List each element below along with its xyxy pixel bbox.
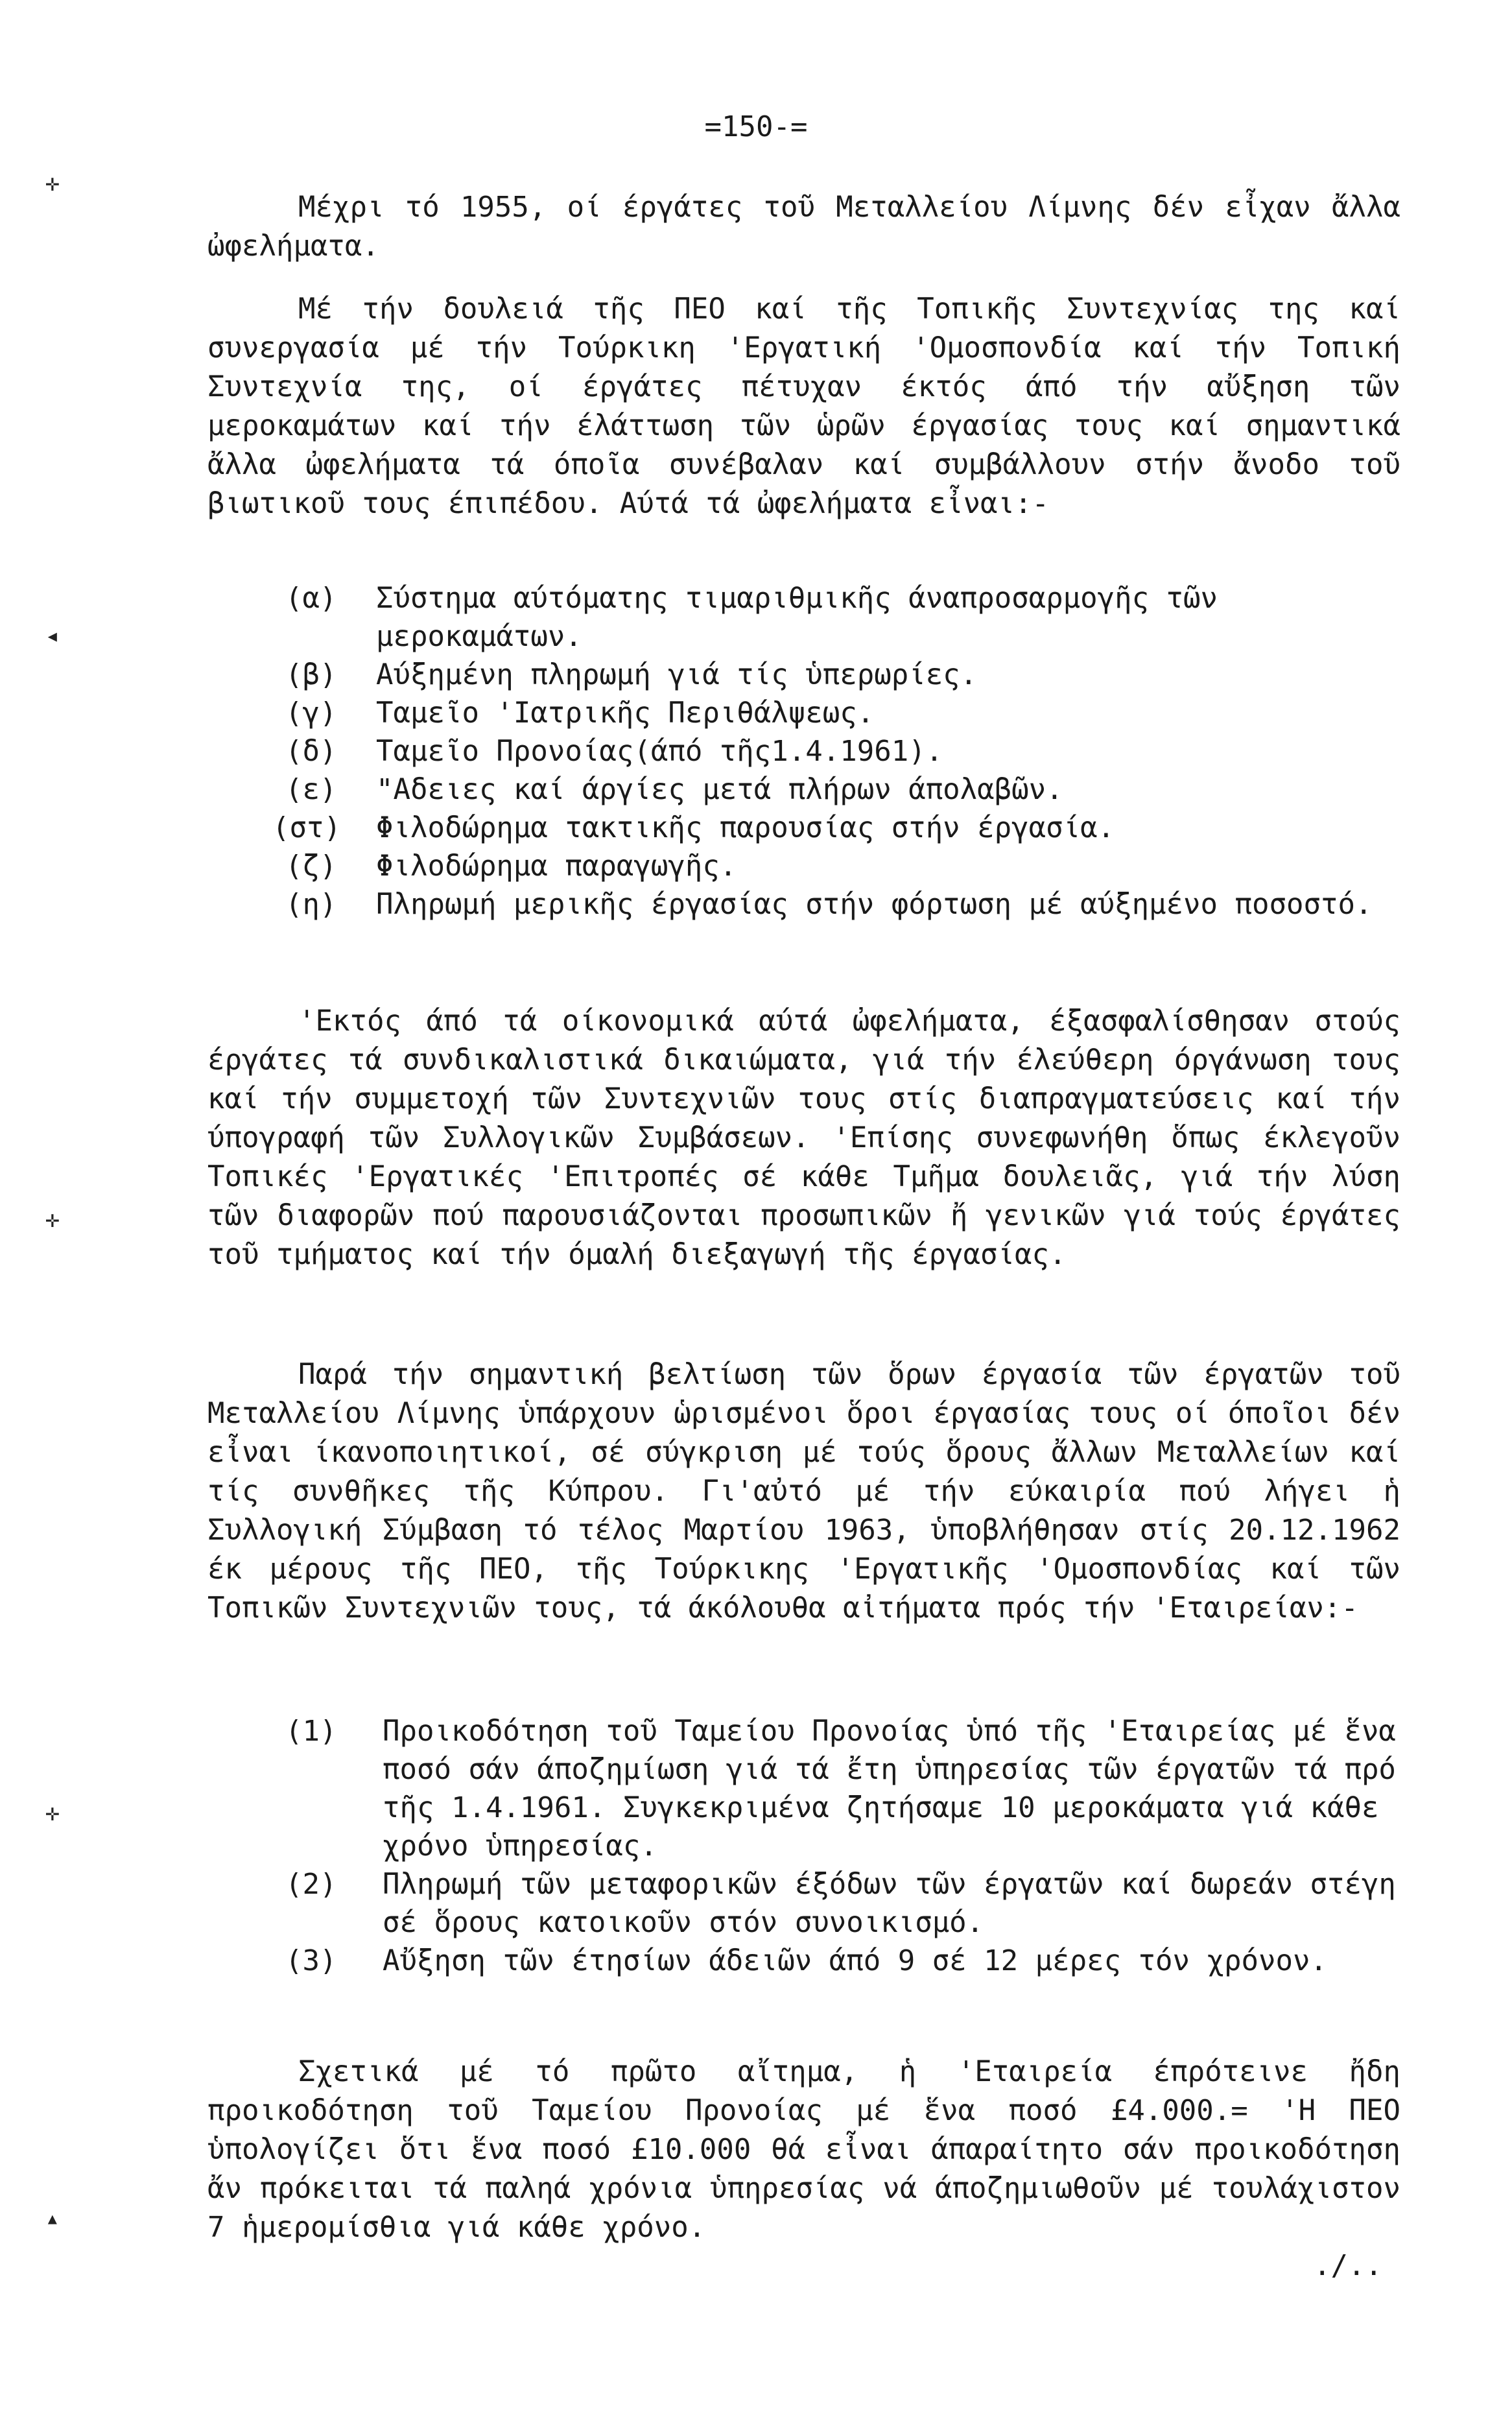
registration-mark: ✛	[45, 1206, 60, 1233]
benefits-list	[272, 579, 1400, 923]
list-item: (δ) Ταμεῖο Προνοίας(άπό τῆς1.4.1961).	[285, 735, 943, 768]
registration-mark: ✛	[45, 170, 60, 197]
list-item: (1) Προικοδότηση τοῦ Ταμείου Προνοίας ὑπό τῆς 'Εταιρείας μέ ἕνα ποσό σάν άποζημίωση γιά τά ἔτη ὑπηρεσίας τῶν έργατῶν τά πρό τῆς 1.4.1961. Συγκεκριμένα ζητήσαμε 10 μεροκάματα γιά κάθε χρόνο ὑπηρεσίας.	[285, 1715, 1396, 1863]
registration-mark: ▴	[45, 2205, 60, 2232]
list-item: (β) Αύξημένη πληρωμή γιά τίς ὑπερωρίες.	[285, 658, 978, 691]
paragraph-intro: Μέχρι τό 1955, οί έργάτες τοῦ Μεταλλείου Λίμνης δέν εἶχαν ἄλλα ὠφελήματα.	[207, 191, 1400, 263]
list-item: (2) Πληρωμή τῶν μεταφορικῶν έξόδων τῶν έργατῶν καί δωρεάν στέγη σέ ὅρους κατοικοῦν στόν συνοικισμό.	[285, 1868, 1396, 1939]
continuation-mark: ./..	[1314, 2249, 1382, 2282]
list-item: (ζ) Φιλοδώρημα παραγωγῆς.	[285, 850, 737, 883]
registration-mark: ◂	[45, 623, 60, 649]
list-item: (α) Σύστημα αύτόματης τιμαριθμικῆς άναπροσαρμογῆς τῶν μεροκαμάτων.	[285, 582, 1218, 653]
list-item: (ε) "Αδειες καί άργίες μετά πλήρων άπολαβῶν.	[285, 773, 1063, 806]
list-item: (γ) Ταμεῖο 'Ιατρικῆς Περιθάλψεως.	[285, 697, 875, 730]
paragraph-demands-intro: Παρά τήν σημαντική βελτίωση τῶν ὅρων έργασία τῶν έργατῶν τοῦ Μεταλλείου Λίμνης ὑπάρχουν ὡρισμένοι ὅροι έργασίας τους οί όποῖοι δέν εἶναι ίκανοποιητικοί, σέ σύγκριση μέ τούς ὅρους ἄλλων Μεταλλείων καί τίς συνθῆκες τῆς Κύπρου. Γι'αὐτό μέ τήν εύκαιρία πού λήγει ἡ Συλλογική Σύμβαση τό τέλος Μαρτίου 1963, ὑποβλήθησαν στίς 20.12.1962 έκ μέρους τῆς ΠΕΟ, τῆς Τούρκικης 'Εργατικῆς 'Ομοσπονδίας καί τῶν Τοπικῶν Συντεχνιῶν τους, τά άκόλουθα αἰτήματα πρός τήν 'Εταιρείαν:-	[207, 1358, 1400, 1625]
registration-mark: ✛	[45, 1800, 60, 1826]
page-number: =150-=	[704, 110, 808, 143]
list-item: (στ) Φιλοδώρημα τακτικῆς παρουσίας στήν έργασία.	[272, 811, 1115, 844]
demands-list	[285, 1712, 1400, 1980]
list-item: (η) Πληρωμή μερικῆς έργασίας στήν φόρτωση μέ αύξημένο ποσοστό.	[285, 888, 1373, 921]
list-item: (3) Αὔξηση τῶν έτησίων άδειῶν άπό 9 σέ 12 μέρες τόν χρόνον.	[285, 1944, 1327, 1977]
paragraph-union-rights: 'Εκτός άπό τά οίκονομικά αύτά ὠφελήματα, έξασφαλίσθησαν στούς έργάτες τά συνδικαλιστικά δικαιώματα, γιά τήν έλεύθερη όργάνωση τους καί τήν συμμετοχή τῶν Συντεχνιῶν τους στίς διαπραγματεύσεις καί τήν ύπογραφή τῶν Συλλογικῶν Συμβάσεων. 'Επίσης συνεφωνήθη ὅπως έκλεγοῦν Τοπικές 'Εργατικές 'Επιτροπές σέ κάθε Τμῆμα δουλειᾶς, γιά τήν λύση τῶν διαφορῶν πού παρουσιάζονται προσωπικῶν ἤ γενικῶν γιά τούς έργάτες τοῦ τμήματος καί τήν όμαλή διεξαγωγή τῆς έργασίας.	[207, 1005, 1400, 1271]
paragraph-provident-fund: Σχετικά μέ τό πρῶτο αἴτημα, ἡ 'Εταιρεία έπρότεινε ἤδη προικοδότηση τοῦ Ταμείου Προνοίας μέ ἕνα ποσό £4.000.= 'Η ΠΕΟ ὑπολογίζει ὅτι ἕνα ποσό £10.000 θά εἶναι άπαραίτητο σάν προικοδότηση ἄν πρόκειται τά παληά χρόνια ὑπηρεσίας νά άποζημιωθοῦν μέ τουλάχιστον 7 ἡμερομίσθια γιά κάθε χρόνο.	[207, 2055, 1400, 2244]
paragraph-benefits-intro: Μέ τήν δουλειά τῆς ΠΕΟ καί τῆς Τοπικῆς Συντεχνίας της καί συνεργασία μέ τήν Τούρκικη 'Εργατική 'Ομοσπονδία καί τήν Τοπική Συντεχνία της, οί έργάτες πέτυχαν έκτός άπό τήν αὔξηση τῶν μεροκαμάτων καί τήν έλάττωση τῶν ὡρῶν έργασίας τους καί σημαντικά ἄλλα ὠφελήματα τά όποῖα συνέβαλαν καί συμβάλλουν στήν ἄνοδο τοῦ βιωτικοῦ τους έπιπέδου. Αύτά τά ὠφελήματα εἶναι:-	[207, 292, 1400, 520]
